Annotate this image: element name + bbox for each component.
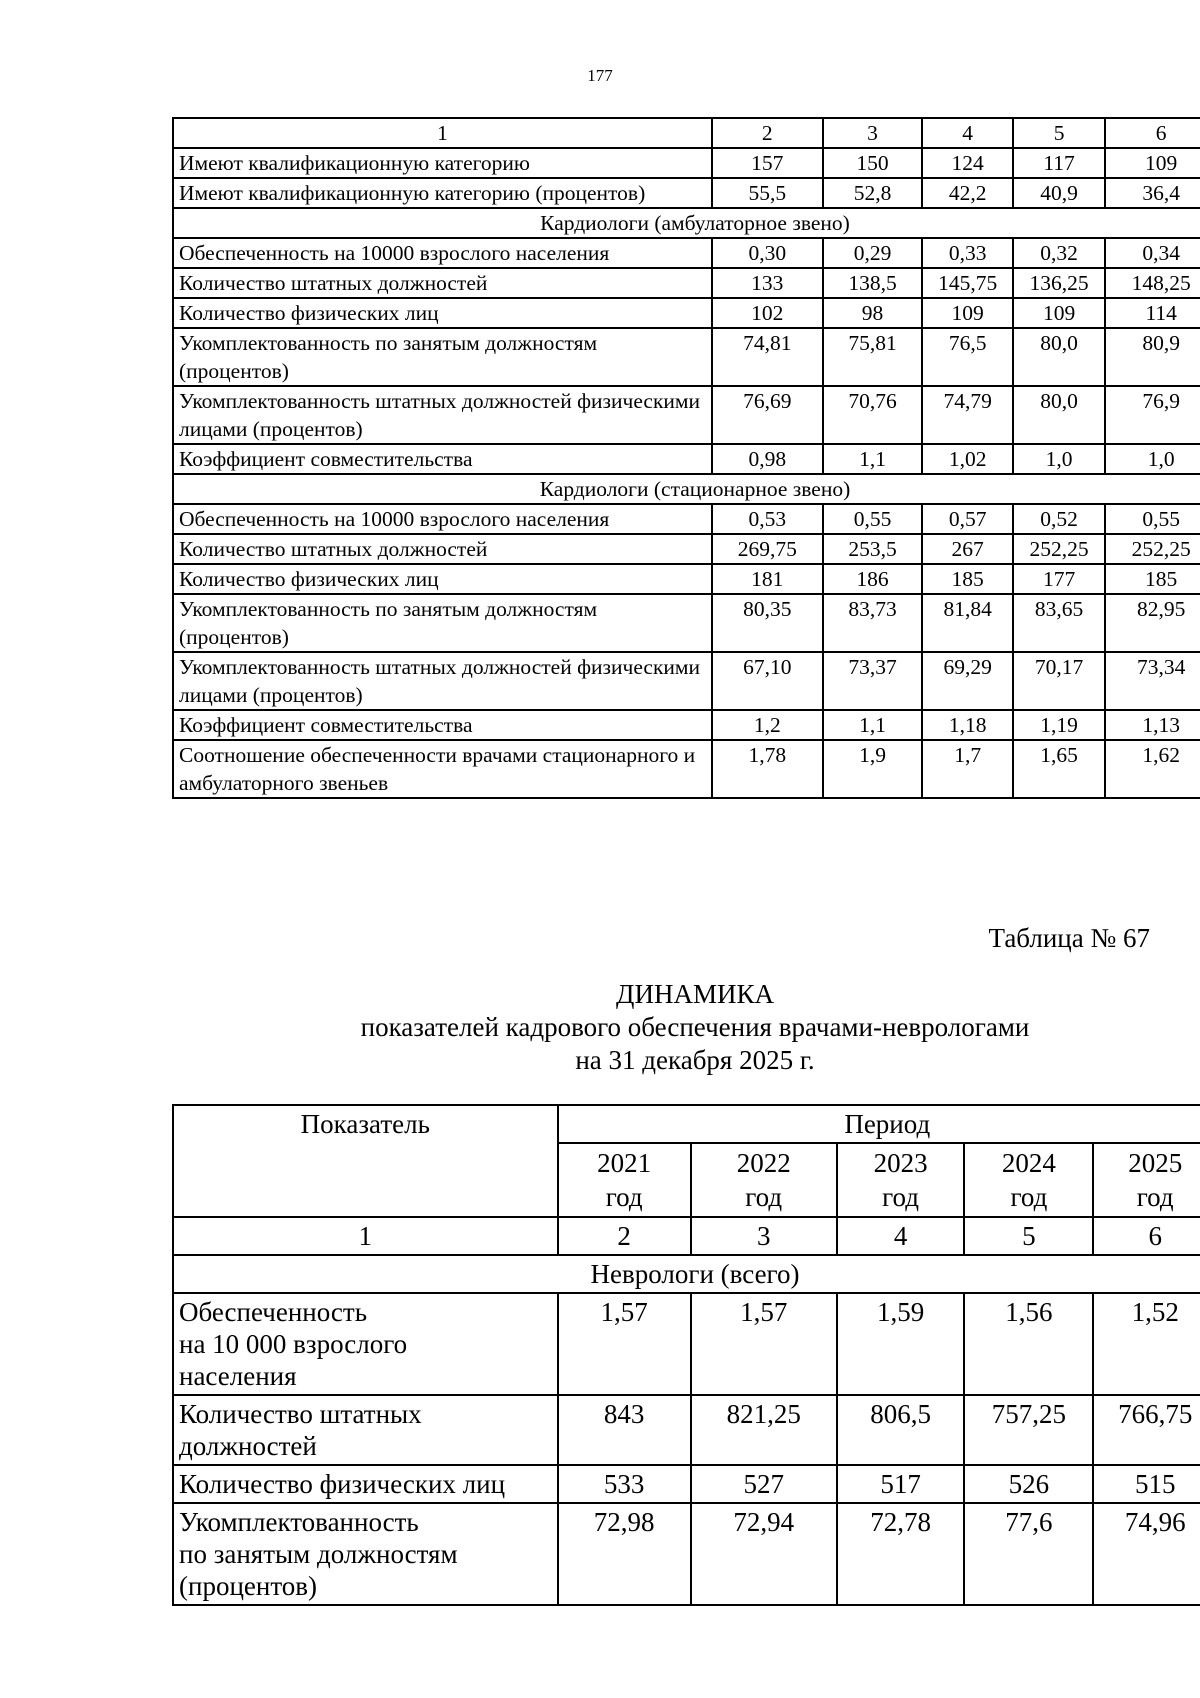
value-cell: 766,75 bbox=[1093, 1395, 1200, 1465]
row-label: Соотношение обеспеченности врачами стационарного и амбулаторного звеньев bbox=[173, 740, 712, 798]
year-unit: год bbox=[1136, 1182, 1174, 1212]
year-value: 2024 bbox=[1001, 1148, 1056, 1178]
value-cell: 1,52 bbox=[1093, 1293, 1200, 1395]
table-row bbox=[173, 594, 1200, 652]
row-label-line: на 10 000 взрослого bbox=[179, 1329, 408, 1359]
value-cell: 0,55 bbox=[1105, 504, 1200, 534]
value-cell: 72,78 bbox=[837, 1503, 965, 1605]
row-label-line: по занятым должностям bbox=[179, 1539, 458, 1569]
value-cell: 55,5 bbox=[712, 178, 823, 208]
value-cell: 72,98 bbox=[558, 1503, 691, 1605]
column-number-cell: 6 bbox=[1093, 1217, 1200, 1255]
row-label-line: должностей bbox=[179, 1431, 317, 1461]
value-cell: 533 bbox=[558, 1465, 691, 1503]
value-cell: 1,18 bbox=[922, 710, 1012, 740]
value-cell: 0,53 bbox=[712, 504, 823, 534]
value-cell: 148,25 bbox=[1105, 268, 1200, 298]
value-cell: 70,76 bbox=[823, 386, 923, 444]
row-label: Имеют квалификационную категорию bbox=[173, 148, 712, 178]
row-label: Коэффициент совместительства bbox=[173, 444, 712, 474]
row-label: Укомплектованность штатных должностей физическими лицами (процентов) bbox=[173, 652, 712, 710]
table-row bbox=[173, 1465, 1200, 1503]
section-row bbox=[173, 474, 1200, 504]
value-cell: 114 bbox=[1105, 298, 1200, 328]
value-cell: 252,25 bbox=[1013, 534, 1105, 564]
year-unit: год bbox=[1010, 1182, 1048, 1212]
value-cell: 102 bbox=[712, 298, 823, 328]
value-cell: 75,81 bbox=[823, 328, 923, 386]
value-cell: 76,69 bbox=[712, 386, 823, 444]
table-row bbox=[173, 238, 1200, 268]
row-label bbox=[173, 1465, 558, 1503]
page-number: 177 bbox=[587, 66, 613, 85]
row-label: Количество штатных должностей bbox=[173, 534, 712, 564]
value-cell: 267 bbox=[922, 534, 1012, 564]
year-unit: год bbox=[882, 1182, 919, 1212]
value-cell: 42,2 bbox=[922, 178, 1012, 208]
value-cell: 1,1 bbox=[823, 444, 923, 474]
row-label-line: Укомплектованность bbox=[179, 1507, 419, 1537]
value-cell: 145,75 bbox=[922, 268, 1012, 298]
value-cell: 52,8 bbox=[823, 178, 923, 208]
value-cell: 253,5 bbox=[823, 534, 923, 564]
indicator-header: Показатель bbox=[173, 1105, 558, 1217]
table-heading bbox=[172, 978, 1200, 1077]
value-cell: 74,79 bbox=[922, 386, 1012, 444]
value-cell: 82,95 bbox=[1105, 594, 1200, 652]
value-cell: 181 bbox=[712, 564, 823, 594]
section-title: Кардиологи (амбулаторное звено) bbox=[173, 208, 1200, 238]
table-row bbox=[173, 386, 1200, 444]
value-cell: 157 bbox=[712, 148, 823, 178]
section-row bbox=[173, 1255, 1200, 1293]
year-value: 2025 bbox=[1128, 1148, 1183, 1178]
value-cell: 1,57 bbox=[558, 1293, 691, 1395]
value-cell: 77,6 bbox=[964, 1503, 1093, 1605]
table-row bbox=[173, 740, 1200, 798]
value-cell: 73,37 bbox=[823, 652, 923, 710]
value-cell: 1,1 bbox=[823, 710, 923, 740]
value-cell: 72,94 bbox=[691, 1503, 837, 1605]
value-cell: 0,34 bbox=[1105, 238, 1200, 268]
value-cell: 527 bbox=[691, 1465, 837, 1503]
row-label-line: населения bbox=[179, 1361, 297, 1391]
value-cell: 109 bbox=[1013, 298, 1105, 328]
table-row bbox=[173, 1293, 1200, 1395]
row-label: Укомплектованность по занятым должностям (процентов) bbox=[173, 594, 712, 652]
row-label: Укомплектованность штатных должностей физическими лицами (процентов) bbox=[173, 386, 712, 444]
row-label: Имеют квалификационную категорию (процентов) bbox=[173, 178, 712, 208]
table-row bbox=[173, 178, 1200, 208]
row-label bbox=[173, 1395, 558, 1465]
value-cell: 0,32 bbox=[1013, 238, 1105, 268]
table-row bbox=[173, 534, 1200, 564]
column-number-cell: 1 bbox=[173, 118, 712, 148]
value-cell: 1,0 bbox=[1105, 444, 1200, 474]
value-cell: 1,56 bbox=[964, 1293, 1093, 1395]
column-number-cell: 4 bbox=[922, 118, 1012, 148]
year-header bbox=[558, 1143, 691, 1217]
table-caption: Таблица № 67 bbox=[988, 923, 1150, 953]
value-cell: 80,35 bbox=[712, 594, 823, 652]
value-cell: 821,25 bbox=[691, 1395, 837, 1465]
value-cell: 83,65 bbox=[1013, 594, 1105, 652]
value-cell: 81,84 bbox=[922, 594, 1012, 652]
row-label-line: Обеспеченность bbox=[179, 1297, 368, 1327]
value-cell: 252,25 bbox=[1105, 534, 1200, 564]
row-label: Обеспеченность на 10000 взрослого населения bbox=[173, 238, 712, 268]
value-cell: 186 bbox=[823, 564, 923, 594]
section-row bbox=[173, 208, 1200, 238]
value-cell: 0,30 bbox=[712, 238, 823, 268]
row-label-line: (процентов) bbox=[179, 1571, 318, 1601]
value-cell: 136,25 bbox=[1013, 268, 1105, 298]
column-number-cell: 5 bbox=[1013, 118, 1105, 148]
year-header bbox=[964, 1143, 1093, 1217]
table-row bbox=[173, 268, 1200, 298]
value-cell: 0,57 bbox=[922, 504, 1012, 534]
value-cell: 76,9 bbox=[1105, 386, 1200, 444]
value-cell: 843 bbox=[558, 1395, 691, 1465]
value-cell: 36,4 bbox=[1105, 178, 1200, 208]
value-cell: 98 bbox=[823, 298, 923, 328]
value-cell: 1,57 bbox=[691, 1293, 837, 1395]
section-title: Неврологи (всего) bbox=[173, 1255, 1200, 1293]
value-cell: 69,29 bbox=[922, 652, 1012, 710]
value-cell: 1,62 bbox=[1105, 740, 1200, 798]
row-label bbox=[173, 1503, 558, 1605]
table-row bbox=[173, 1503, 1200, 1605]
table-row bbox=[173, 710, 1200, 740]
value-cell: 67,10 bbox=[712, 652, 823, 710]
value-cell: 70,17 bbox=[1013, 652, 1105, 710]
table-header-row bbox=[173, 118, 1200, 148]
value-cell: 150 bbox=[823, 148, 923, 178]
value-cell: 177 bbox=[1013, 564, 1105, 594]
heading-date: на 31 декабря 2025 г. bbox=[575, 1045, 815, 1075]
value-cell: 109 bbox=[1105, 148, 1200, 178]
table-row bbox=[173, 652, 1200, 710]
column-number-cell: 6 bbox=[1105, 118, 1200, 148]
value-cell: 757,25 bbox=[964, 1395, 1093, 1465]
value-cell: 109 bbox=[922, 298, 1012, 328]
value-cell: 185 bbox=[1105, 564, 1200, 594]
value-cell: 1,65 bbox=[1013, 740, 1105, 798]
value-cell: 0,55 bbox=[823, 504, 923, 534]
column-number-cell: 3 bbox=[823, 118, 923, 148]
table-row bbox=[173, 328, 1200, 386]
value-cell: 1,0 bbox=[1013, 444, 1105, 474]
year-value: 2023 bbox=[873, 1148, 928, 1178]
table-row bbox=[173, 148, 1200, 178]
value-cell: 1,7 bbox=[922, 740, 1012, 798]
table-row bbox=[173, 504, 1200, 534]
row-label: Количество штатных должностей bbox=[173, 268, 712, 298]
period-header-row bbox=[173, 1105, 1200, 1143]
table-row bbox=[173, 444, 1200, 474]
year-header bbox=[691, 1143, 837, 1217]
value-cell: 80,9 bbox=[1105, 328, 1200, 386]
value-cell: 1,9 bbox=[823, 740, 923, 798]
heading-subtitle: показателей кадрового обеспечения врачами-неврологами bbox=[360, 1012, 1030, 1042]
value-cell: 515 bbox=[1093, 1465, 1200, 1503]
value-cell: 80,0 bbox=[1013, 328, 1105, 386]
cardiology-staffing-table bbox=[172, 117, 1200, 799]
value-cell: 269,75 bbox=[712, 534, 823, 564]
value-cell: 74,81 bbox=[712, 328, 823, 386]
value-cell: 124 bbox=[922, 148, 1012, 178]
value-cell: 526 bbox=[964, 1465, 1093, 1503]
value-cell: 1,78 bbox=[712, 740, 823, 798]
value-cell: 80,0 bbox=[1013, 386, 1105, 444]
value-cell: 1,02 bbox=[922, 444, 1012, 474]
row-label bbox=[173, 1293, 558, 1395]
table-row bbox=[173, 1395, 1200, 1465]
value-cell: 74,96 bbox=[1093, 1503, 1200, 1605]
value-cell: 117 bbox=[1013, 148, 1105, 178]
value-cell: 806,5 bbox=[837, 1395, 965, 1465]
value-cell: 133 bbox=[712, 268, 823, 298]
value-cell: 83,73 bbox=[823, 594, 923, 652]
row-label-line: Количество штатных bbox=[179, 1399, 422, 1429]
row-label: Коэффициент совместительства bbox=[173, 710, 712, 740]
value-cell: 1,2 bbox=[712, 710, 823, 740]
column-number-cell: 1 bbox=[173, 1217, 558, 1255]
value-cell: 73,34 bbox=[1105, 652, 1200, 710]
row-label: Количество физических лиц bbox=[173, 298, 712, 328]
year-header bbox=[1093, 1143, 1200, 1217]
value-cell: 1,59 bbox=[837, 1293, 965, 1395]
table-row bbox=[173, 564, 1200, 594]
year-value: 2022 bbox=[736, 1148, 791, 1178]
period-header: Период bbox=[558, 1105, 1200, 1143]
section-title: Кардиологи (стационарное звено) bbox=[173, 474, 1200, 504]
column-number-cell: 2 bbox=[712, 118, 823, 148]
column-number-cell: 3 bbox=[691, 1217, 837, 1255]
year-header bbox=[837, 1143, 965, 1217]
value-cell: 0,52 bbox=[1013, 504, 1105, 534]
row-label: Количество физических лиц bbox=[173, 564, 712, 594]
value-cell: 1,19 bbox=[1013, 710, 1105, 740]
row-label: Обеспеченность на 10000 взрослого населения bbox=[173, 504, 712, 534]
column-number-cell: 4 bbox=[837, 1217, 965, 1255]
year-unit: год bbox=[745, 1182, 783, 1212]
heading-title: ДИНАМИКА bbox=[616, 979, 774, 1009]
year-unit: год bbox=[605, 1182, 643, 1212]
value-cell: 138,5 bbox=[823, 268, 923, 298]
value-cell: 40,9 bbox=[1013, 178, 1105, 208]
table-row bbox=[173, 298, 1200, 328]
column-number-cell: 2 bbox=[558, 1217, 691, 1255]
value-cell: 76,5 bbox=[922, 328, 1012, 386]
value-cell: 0,33 bbox=[922, 238, 1012, 268]
column-number-cell: 5 bbox=[964, 1217, 1093, 1255]
value-cell: 185 bbox=[922, 564, 1012, 594]
value-cell: 1,13 bbox=[1105, 710, 1200, 740]
row-label-line: Количество физических лиц bbox=[179, 1469, 506, 1499]
year-value: 2021 bbox=[597, 1148, 652, 1178]
column-numbering-row bbox=[173, 1217, 1200, 1255]
value-cell: 0,29 bbox=[823, 238, 923, 268]
row-label: Укомплектованность по занятым должностям (процентов) bbox=[173, 328, 712, 386]
value-cell: 0,98 bbox=[712, 444, 823, 474]
neurology-staffing-table bbox=[172, 1104, 1200, 1606]
value-cell: 517 bbox=[837, 1465, 965, 1503]
